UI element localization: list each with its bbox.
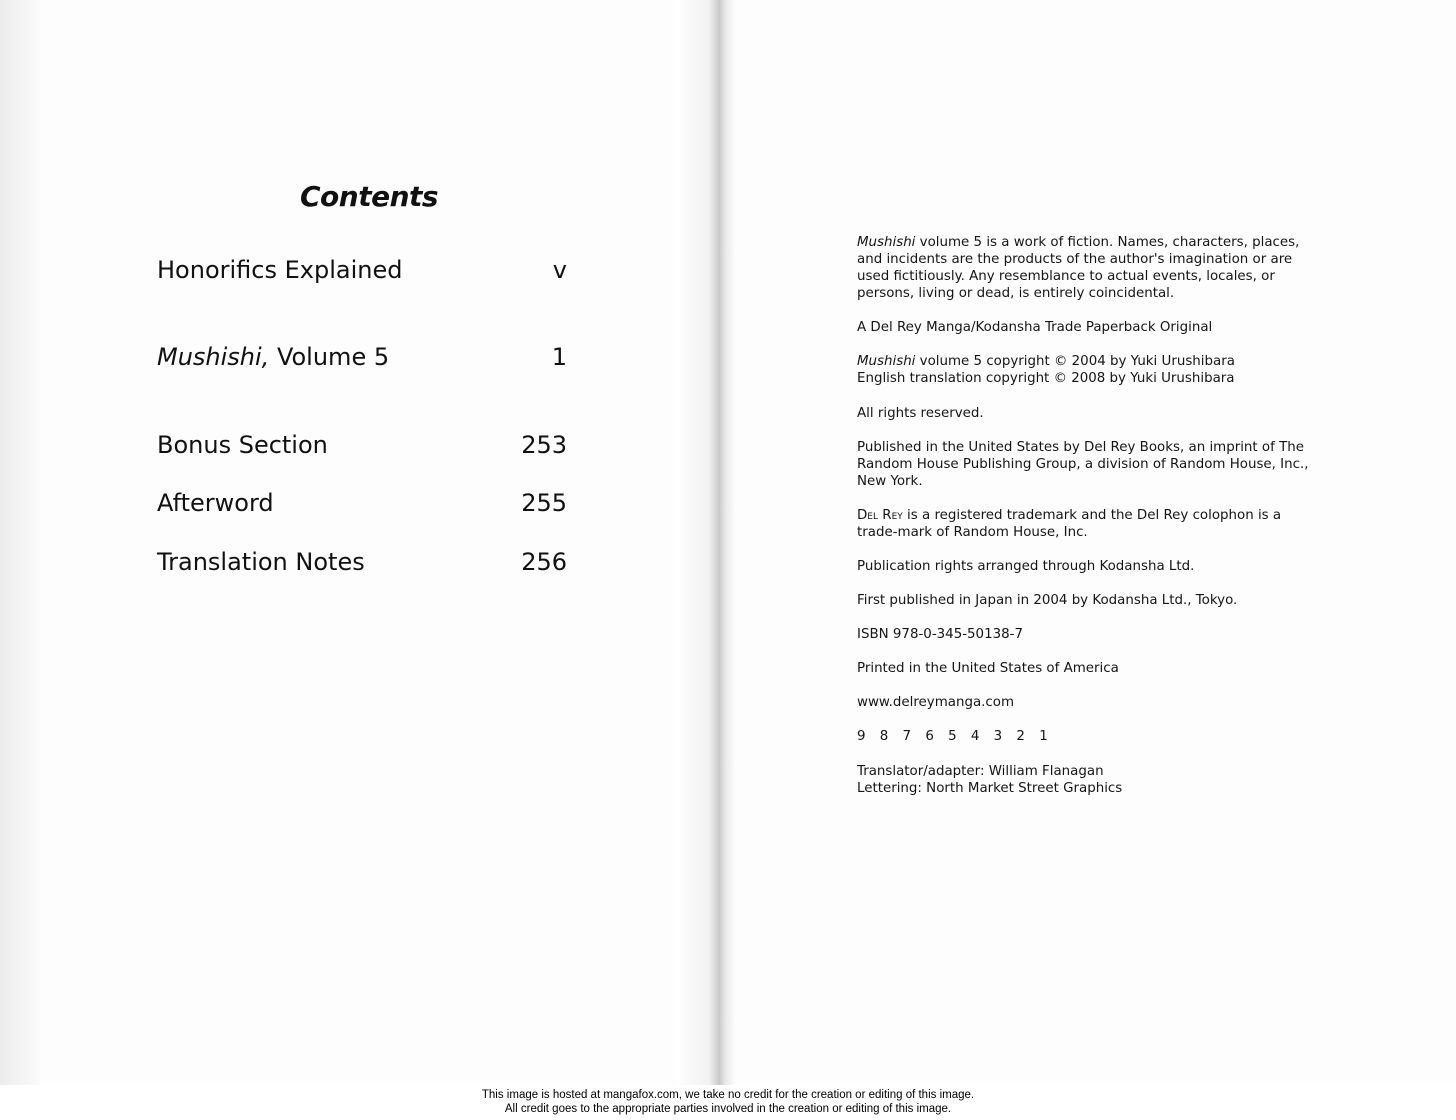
- toc-entry-page: 1: [551, 343, 567, 371]
- rights-reserved: [857, 405, 1317, 422]
- translator-credit: Translator/adapter: William Flanagan: [857, 764, 1104, 779]
- publisher-info: [857, 439, 1317, 490]
- copyright-disclaimer: [857, 234, 1317, 302]
- toc-entry-label-italic: Mushishi,: [157, 343, 270, 371]
- trademark-text: is a registered trademark and the Del Rey colophon is a trade-mark of Random House, Inc.: [857, 508, 1282, 540]
- toc-entry-label-rest: Volume 5: [269, 343, 390, 371]
- first-published-text: First published in Japan in 2004 by Kodansha Ltd., Tokyo.: [857, 593, 1238, 608]
- toc-entry: [157, 343, 567, 379]
- trademark-info: [857, 507, 1317, 541]
- del-rey-smallcaps: Del Rey: [857, 508, 903, 523]
- publication-rights-text: Publication rights arranged through Kodansha Ltd.: [857, 559, 1195, 574]
- book-gutter: [676, 0, 736, 1085]
- toc-entry-label: [157, 343, 389, 371]
- title-italic: Mushishi: [857, 354, 916, 369]
- disclaimer-text: volume 5 is a work of fiction. Names, characters, places, and incidents are the products of the author's imagination or are used fictitiously. Any resemblance to actual events, locales, or persons, living or dead, is entirely coincidental.: [857, 235, 1300, 301]
- title-italic: Mushishi: [857, 235, 916, 250]
- lettering-credit: Lettering: North Market Street Graphics: [857, 781, 1123, 796]
- edition-line: [857, 319, 1317, 336]
- toc-entry-label: Honorifics Explained: [157, 256, 403, 284]
- website-text: www.delreymanga.com: [857, 695, 1015, 710]
- toc-entry: [157, 548, 567, 584]
- footer-line-1: This image is hosted at mangafox.com, we take no credit for the creation or editing of this image.: [481, 1089, 975, 1101]
- printed-in-text: Printed in the United States of America: [857, 661, 1119, 676]
- isbn: [857, 626, 1317, 643]
- toc-entry: [157, 431, 567, 467]
- toc-entry-page: 255: [521, 489, 567, 517]
- toc-entry-page: 256: [521, 548, 567, 576]
- toc-entry: [157, 489, 567, 525]
- edition-text: A Del Rey Manga/Kodansha Trade Paperback Original: [857, 320, 1213, 335]
- page-edge-shadow: [0, 0, 40, 1085]
- contents-title: Contents: [300, 180, 439, 213]
- toc-entry-page: 253: [521, 431, 567, 459]
- printing-number-line: [857, 728, 1317, 745]
- copyright-notice: [857, 353, 1317, 387]
- toc-entry-label: Afterword: [157, 489, 274, 517]
- toc-entry-label: Translation Notes: [157, 548, 365, 576]
- footer-line-2: All credit goes to the appropriate parties involved in the creation or editing of this image.: [504, 1103, 952, 1115]
- translation-copyright-text: English translation copyright © 2008 by Yuki Urushibara: [857, 371, 1235, 386]
- printed-in: [857, 660, 1317, 677]
- rights-text: All rights reserved.: [857, 406, 984, 421]
- toc-entry-page: v: [552, 256, 567, 284]
- credits: [857, 763, 1317, 797]
- isbn-text: ISBN 978-0-345-50138-7: [857, 627, 1023, 642]
- publisher-text: Published in the United States by Del Rey Books, an imprint of The Random House Publishing Group, a division of Random House, Inc., New York.: [857, 440, 1309, 489]
- hosting-footer: [0, 1088, 1456, 1116]
- toc-entry: [157, 256, 567, 292]
- copyright-text: volume 5 copyright © 2004 by Yuki Urushibara: [915, 354, 1235, 369]
- publication-rights: [857, 558, 1317, 575]
- website: [857, 694, 1317, 711]
- printing-number-text: 9 8 7 6 5 4 3 2 1: [857, 729, 1049, 744]
- first-published: [857, 592, 1317, 609]
- toc-entry-label: Bonus Section: [157, 431, 328, 459]
